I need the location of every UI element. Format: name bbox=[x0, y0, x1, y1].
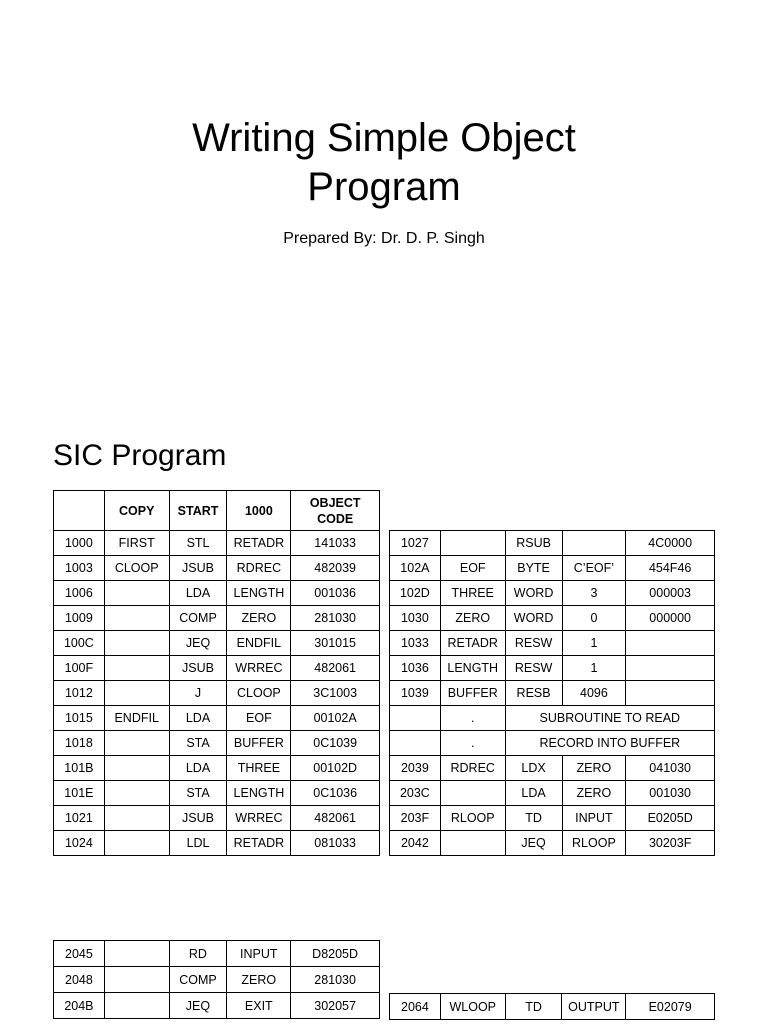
table-row bbox=[390, 681, 715, 706]
table-cell bbox=[104, 993, 169, 1019]
section-heading: SIC Program bbox=[53, 439, 227, 472]
table-row bbox=[390, 606, 715, 631]
table-cell: RESW bbox=[505, 656, 562, 681]
table-cell: JSUB bbox=[169, 556, 227, 581]
table-row bbox=[54, 656, 380, 681]
table-cell: 281030 bbox=[291, 967, 380, 993]
table-cell: INPUT bbox=[562, 806, 626, 831]
table-cell bbox=[104, 581, 169, 606]
table-cell: 1027 bbox=[390, 531, 441, 556]
table-cell: 102D bbox=[390, 581, 441, 606]
table-cell: 1015 bbox=[54, 706, 105, 731]
table-cell: E02079 bbox=[626, 994, 715, 1020]
table-cell: RLOOP bbox=[562, 831, 626, 856]
table-row bbox=[390, 531, 715, 556]
table-cell: 000003 bbox=[626, 581, 715, 606]
table-cell: 1021 bbox=[54, 806, 105, 831]
table-row bbox=[54, 631, 380, 656]
table-row bbox=[390, 756, 715, 781]
table-row bbox=[54, 556, 380, 581]
table-cell bbox=[562, 531, 626, 556]
table-cell: C’EOF’ bbox=[562, 556, 626, 581]
table-cell: LENGTH bbox=[440, 656, 505, 681]
table-cell: JSUB bbox=[169, 806, 227, 831]
table-row bbox=[54, 531, 380, 556]
table-cell: 1039 bbox=[390, 681, 441, 706]
bottom-left-table-body bbox=[54, 941, 380, 1019]
table-cell: 203F bbox=[390, 806, 441, 831]
table-row bbox=[54, 681, 380, 706]
table-header-row bbox=[54, 491, 380, 531]
table-cell: 141033 bbox=[291, 531, 380, 556]
table-cell: EOF bbox=[440, 556, 505, 581]
table-cell: 0C1039 bbox=[291, 731, 380, 756]
table-cell bbox=[440, 831, 505, 856]
table-row bbox=[390, 994, 715, 1020]
table-cell bbox=[104, 967, 169, 993]
table-cell: LDL bbox=[169, 831, 227, 856]
table-row bbox=[54, 941, 380, 967]
table-cell: 001030 bbox=[626, 781, 715, 806]
table-cell: 1 bbox=[562, 631, 626, 656]
table-cell bbox=[104, 756, 169, 781]
program-table-bottom-right bbox=[389, 993, 715, 1020]
table-cell: EOF bbox=[227, 706, 291, 731]
table-cell: ZERO bbox=[440, 606, 505, 631]
table-row bbox=[390, 631, 715, 656]
table-cell: 2042 bbox=[390, 831, 441, 856]
table-cell: 101E bbox=[54, 781, 105, 806]
table-row bbox=[54, 806, 380, 831]
table-cell: 4C0000 bbox=[626, 531, 715, 556]
table-cell: 1006 bbox=[54, 581, 105, 606]
table-cell: 041030 bbox=[626, 756, 715, 781]
table-cell bbox=[104, 941, 169, 967]
table-cell: 482061 bbox=[291, 656, 380, 681]
table-row bbox=[390, 581, 715, 606]
table-cell: RLOOP bbox=[440, 806, 505, 831]
table-cell: ZERO bbox=[562, 756, 626, 781]
table-cell: RETADR bbox=[227, 531, 291, 556]
table-cell bbox=[104, 806, 169, 831]
bottom-right-table-body bbox=[390, 994, 715, 1020]
table-cell: LDX bbox=[505, 756, 562, 781]
table-row bbox=[390, 831, 715, 856]
table-cell: ENDFIL bbox=[227, 631, 291, 656]
table-cell: WORD bbox=[505, 606, 562, 631]
table-cell: 3 bbox=[562, 581, 626, 606]
table-cell: 301015 bbox=[291, 631, 380, 656]
table-cell: LENGTH bbox=[227, 581, 291, 606]
table-cell: 102A bbox=[390, 556, 441, 581]
header-code-line: CODE bbox=[317, 511, 354, 526]
table-cell: 30203F bbox=[626, 831, 715, 856]
table-cell: 203C bbox=[390, 781, 441, 806]
table-cell: E0205D bbox=[626, 806, 715, 831]
table-row bbox=[390, 781, 715, 806]
title-slide bbox=[0, 0, 768, 410]
table-cell: BUFFER bbox=[227, 731, 291, 756]
table-cell: LENGTH bbox=[227, 781, 291, 806]
table-row bbox=[54, 731, 380, 756]
table-cell: 1000 bbox=[54, 531, 105, 556]
table-cell: RD bbox=[169, 941, 227, 967]
table-cell bbox=[104, 831, 169, 856]
table-cell: STL bbox=[169, 531, 227, 556]
program-table-right bbox=[389, 530, 715, 856]
table-cell: 1 bbox=[562, 656, 626, 681]
table-cell bbox=[104, 681, 169, 706]
table-cell: 081033 bbox=[291, 831, 380, 856]
table-cell: 1024 bbox=[54, 831, 105, 856]
table-cell bbox=[390, 731, 441, 756]
comment-cell: RECORD INTO BUFFER bbox=[505, 731, 714, 756]
table-cell bbox=[390, 706, 441, 731]
table-cell: RDREC bbox=[227, 556, 291, 581]
header-cell: 1000 bbox=[227, 491, 291, 531]
slide-subtitle: Prepared By: Dr. D. P. Singh bbox=[283, 230, 485, 247]
table-cell: TD bbox=[505, 806, 562, 831]
table-cell: 4096 bbox=[562, 681, 626, 706]
header-object-line: OBJECT bbox=[309, 495, 361, 510]
comment-row bbox=[390, 706, 715, 731]
comment-row bbox=[390, 731, 715, 756]
table-cell: 0 bbox=[562, 606, 626, 631]
table-cell: JEQ bbox=[505, 831, 562, 856]
table-cell: 2045 bbox=[54, 941, 105, 967]
table-cell: 2039 bbox=[390, 756, 441, 781]
table-cell: STA bbox=[169, 731, 227, 756]
table-cell: LDA bbox=[169, 581, 227, 606]
table-cell: 302057 bbox=[291, 993, 380, 1019]
table-cell: 1012 bbox=[54, 681, 105, 706]
table-cell: 100C bbox=[54, 631, 105, 656]
table-row bbox=[54, 706, 380, 731]
table-row bbox=[54, 606, 380, 631]
table-cell: LDA bbox=[169, 706, 227, 731]
table-cell: INPUT bbox=[227, 941, 291, 967]
table-cell: 482061 bbox=[291, 806, 380, 831]
table-cell bbox=[626, 656, 715, 681]
table-cell: . bbox=[440, 731, 505, 756]
table-cell: FIRST bbox=[104, 531, 169, 556]
table-cell: 0C1036 bbox=[291, 781, 380, 806]
table-cell: 204B bbox=[54, 993, 105, 1019]
table-cell bbox=[626, 681, 715, 706]
table-cell: ENDFIL bbox=[104, 706, 169, 731]
table-cell: COMP bbox=[169, 606, 227, 631]
table-cell: COMP bbox=[169, 967, 227, 993]
comment-cell: SUBROUTINE TO READ bbox=[505, 706, 714, 731]
slide-title-line-1: Writing Simple Object bbox=[192, 116, 576, 160]
table-cell: BUFFER bbox=[440, 681, 505, 706]
table-row bbox=[390, 806, 715, 831]
table-cell: EXIT bbox=[227, 993, 291, 1019]
header-cell: START bbox=[169, 491, 227, 531]
table-cell: THREE bbox=[227, 756, 291, 781]
table-cell: 001036 bbox=[291, 581, 380, 606]
table-cell: JEQ bbox=[169, 631, 227, 656]
table-cell: 101B bbox=[54, 756, 105, 781]
table-cell: WRREC bbox=[227, 656, 291, 681]
right-table-body bbox=[390, 531, 715, 856]
table-cell: ZERO bbox=[227, 606, 291, 631]
table-row bbox=[54, 967, 380, 993]
table-cell bbox=[104, 781, 169, 806]
table-cell: 1033 bbox=[390, 631, 441, 656]
table-cell: JEQ bbox=[169, 993, 227, 1019]
header-cell-object-code bbox=[291, 491, 380, 531]
table-cell: WORD bbox=[505, 581, 562, 606]
table-row bbox=[54, 756, 380, 781]
table-cell: THREE bbox=[440, 581, 505, 606]
table-cell: BYTE bbox=[505, 556, 562, 581]
table-row bbox=[54, 831, 380, 856]
table-cell: 00102A bbox=[291, 706, 380, 731]
table-cell bbox=[104, 631, 169, 656]
table-cell: WLOOP bbox=[440, 994, 505, 1020]
header-cell: COPY bbox=[104, 491, 169, 531]
table-row bbox=[54, 781, 380, 806]
table-cell: JSUB bbox=[169, 656, 227, 681]
program-table-left bbox=[53, 490, 380, 856]
table-cell: OUTPUT bbox=[562, 994, 626, 1020]
table-cell: 281030 bbox=[291, 606, 380, 631]
table-cell: RESW bbox=[505, 631, 562, 656]
slide-title-line-2: Program bbox=[307, 165, 461, 209]
table-cell: ZERO bbox=[227, 967, 291, 993]
table-cell: 100F bbox=[54, 656, 105, 681]
table-cell: TD bbox=[505, 994, 562, 1020]
table-cell: 454F46 bbox=[626, 556, 715, 581]
table-cell: 1003 bbox=[54, 556, 105, 581]
table-cell: CLOOP bbox=[227, 681, 291, 706]
table-cell: 3C1003 bbox=[291, 681, 380, 706]
table-cell: STA bbox=[169, 781, 227, 806]
table-cell: 2048 bbox=[54, 967, 105, 993]
table-row bbox=[54, 581, 380, 606]
table-cell: J bbox=[169, 681, 227, 706]
table-cell: LDA bbox=[169, 756, 227, 781]
table-cell: RDREC bbox=[440, 756, 505, 781]
table-cell bbox=[440, 781, 505, 806]
table-row bbox=[390, 556, 715, 581]
table-cell bbox=[104, 656, 169, 681]
table-cell: . bbox=[440, 706, 505, 731]
slide-title bbox=[0, 114, 768, 212]
table-cell: 00102D bbox=[291, 756, 380, 781]
table-cell: WRREC bbox=[227, 806, 291, 831]
table-cell: 1009 bbox=[54, 606, 105, 631]
left-table-body bbox=[54, 531, 380, 856]
table-cell: 1018 bbox=[54, 731, 105, 756]
table-cell: RESB bbox=[505, 681, 562, 706]
table-cell: 000000 bbox=[626, 606, 715, 631]
table-cell: LDA bbox=[505, 781, 562, 806]
table-row bbox=[390, 656, 715, 681]
table-cell: ZERO bbox=[562, 781, 626, 806]
table-cell bbox=[104, 606, 169, 631]
table-cell: D8205D bbox=[291, 941, 380, 967]
table-row bbox=[54, 993, 380, 1019]
table-cell: RETADR bbox=[440, 631, 505, 656]
table-cell: 2064 bbox=[390, 994, 441, 1020]
table-cell: RETADR bbox=[227, 831, 291, 856]
program-table-bottom-left bbox=[53, 940, 380, 1019]
table-cell: RSUB bbox=[505, 531, 562, 556]
table-cell: 1030 bbox=[390, 606, 441, 631]
table-cell bbox=[104, 731, 169, 756]
table-cell: 482039 bbox=[291, 556, 380, 581]
header-cell bbox=[54, 491, 105, 531]
table-cell: CLOOP bbox=[104, 556, 169, 581]
table-cell: 1036 bbox=[390, 656, 441, 681]
table-cell bbox=[440, 531, 505, 556]
table-cell bbox=[626, 631, 715, 656]
